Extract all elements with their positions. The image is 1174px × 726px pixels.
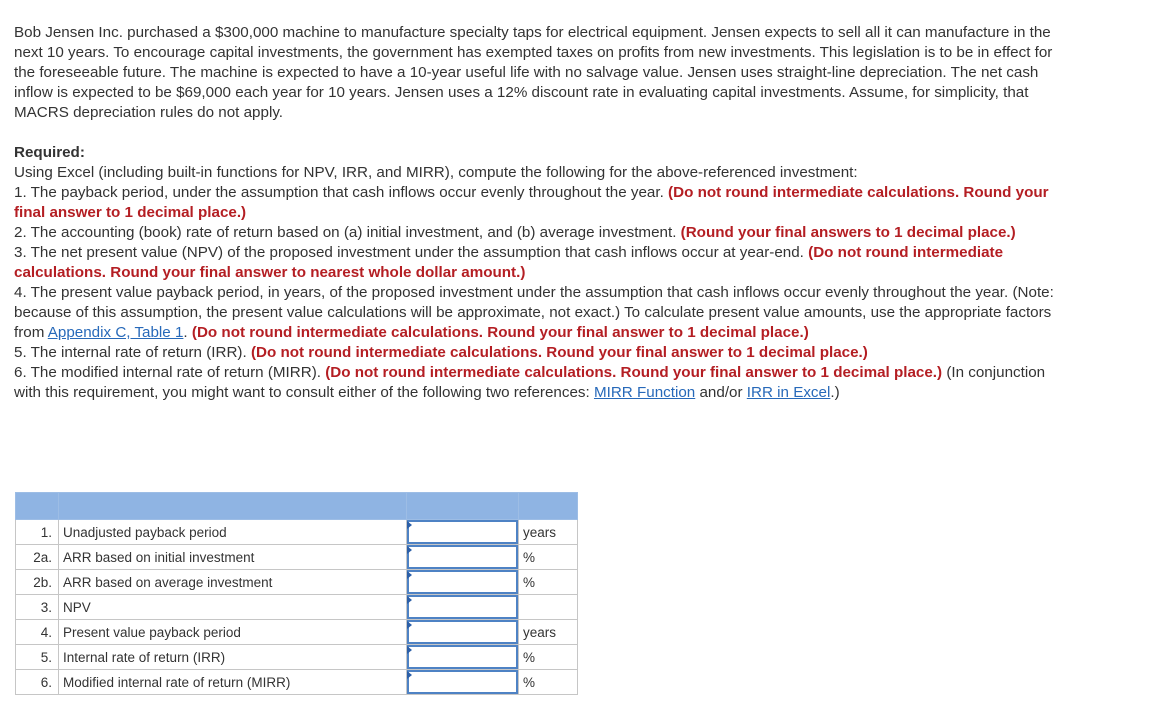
appendix-c-table-1-link[interactable]: Appendix C, Table 1 <box>47 324 184 341</box>
requirement-4-note: (Do not round intermediate calculations. Round your final answer to 1 decimal place.) <box>191 324 809 341</box>
row-unit: % <box>519 645 578 670</box>
row-unit: % <box>519 670 578 695</box>
requirement-2-text: 2. The accounting (book) rate of return based on (a) initial investment, and (b) average investment. <box>14 224 677 241</box>
answer-row-2a <box>16 545 578 570</box>
requirement-6-end: .) <box>830 384 840 401</box>
requirement-4-text: 4. The present value payback period, in years, of the proposed investment under the assumption that cash inflows occur evenly throughout the year. (Note: because of this assumption, the present value calculations will be approximate, not exact.) To calculate present value amounts, use the appropriate factors from <box>14 284 1054 341</box>
required-lead: Using Excel (including built-in functions for NPV, IRR, and MIRR), compute the following for the above-referenced investment: <box>14 164 858 181</box>
requirement-5-note: (Do not round intermediate calculations. Round your final answer to 1 decimal place.) <box>250 344 868 361</box>
input-marker-icon <box>407 521 412 529</box>
irr-input[interactable] <box>407 645 518 669</box>
answer-row-3 <box>16 595 578 620</box>
row-label: ARR based on average investment <box>59 570 407 595</box>
requirement-2-note: (Round your final answers to 1 decimal place.) <box>680 224 1016 241</box>
requirement-1 <box>14 183 1070 223</box>
requirement-6-and: and/or <box>699 384 743 401</box>
row-number: 1. <box>16 520 59 545</box>
problem-statement <box>14 23 1070 403</box>
row-number: 2a. <box>16 545 59 570</box>
row-number: 2b. <box>16 570 59 595</box>
input-marker-icon <box>407 546 412 554</box>
requirement-3-text: 3. The net present value (NPV) of the proposed investment under the assumption that cash inflows occur at year-end. <box>14 244 804 261</box>
unadjusted-payback-input[interactable] <box>407 520 518 544</box>
input-marker-icon <box>407 671 412 679</box>
row-number: 6. <box>16 670 59 695</box>
row-label: NPV <box>59 595 407 620</box>
answer-row-4 <box>16 620 578 645</box>
requirement-3-note: (Do not round intermediate calculations. Round your final answer to nearest whole dollar amount.) <box>14 244 1004 281</box>
requirement-6-note: (Do not round intermediate calculations. Round your final answer to 1 decimal place.) <box>325 364 943 381</box>
row-number: 3. <box>16 595 59 620</box>
requirement-4: 4. The present value payback period, in years, of the proposed investment under the assumption that cash inflows occur evenly throughout the year. (Note: because of this assumption, the present value calculations will be approximate, not exact.) To calculate present value amounts, use the appropriate factors from Appendix C, Table 1. (Do not round intermediate calculations. Round your final answer to 1 decimal place.) <box>14 284 1054 341</box>
answer-row-2b <box>16 570 578 595</box>
input-marker-icon <box>407 571 412 579</box>
irr-in-excel-link[interactable]: IRR in Excel <box>746 384 831 401</box>
row-label: ARR based on initial investment <box>59 545 407 570</box>
pv-payback-input[interactable] <box>407 620 518 644</box>
row-unit: years <box>519 620 578 645</box>
row-unit: % <box>519 570 578 595</box>
input-marker-icon <box>407 646 412 654</box>
requirement-1-note: (Do not round intermediate calculations. Round your final answer to 1 decimal place.) <box>14 184 1049 221</box>
row-unit: years <box>519 520 578 545</box>
required-title: Required: <box>14 144 85 161</box>
answer-row-6 <box>16 670 578 695</box>
mirr-input[interactable] <box>407 670 518 694</box>
requirement-2 <box>14 223 1070 243</box>
answer-table <box>15 492 578 695</box>
row-number: 5. <box>16 645 59 670</box>
row-label: Unadjusted payback period <box>59 520 407 545</box>
requirement-1-text: 1. The payback period, under the assumption that cash inflows occur evenly throughout the year. <box>14 184 664 201</box>
row-label: Internal rate of return (IRR) <box>59 645 407 670</box>
requirement-6-text: 6. The modified internal rate of return (MIRR). <box>14 364 321 381</box>
requirement-3 <box>14 243 1070 283</box>
input-marker-icon <box>407 621 412 629</box>
arr-average-input[interactable] <box>407 570 518 594</box>
row-unit: % <box>519 545 578 570</box>
answer-row-1 <box>16 520 578 545</box>
requirement-5-text: 5. The internal rate of return (IRR). <box>14 344 247 361</box>
problem-intro: Bob Jensen Inc. purchased a $300,000 machine to manufacture specialty taps for electrical equipment. Jensen expects to sell all it can manufacture in the next 10 years. To encourage capital investments, the government has exempted taxes on profits from new investments. This legislation is to be in effect for the foreseeable future. The machine is expected to have a 10-year useful life with no salvage value. Jensen uses straight-line depreciation. The net cash inflow is expected to be $69,000 each year for 10 years. Jensen uses a 12% discount rate in evaluating capital investments. Assume, for simplicity, that MACRS depreciation rules do not apply. <box>14 24 1053 121</box>
row-label: Present value payback period <box>59 620 407 645</box>
requirement-5 <box>14 343 1070 363</box>
arr-initial-input[interactable] <box>407 545 518 569</box>
mirr-function-link[interactable]: MIRR Function <box>593 384 696 401</box>
row-label: Modified internal rate of return (MIRR) <box>59 670 407 695</box>
input-marker-icon <box>407 596 412 604</box>
requirement-6 <box>14 363 1070 403</box>
answer-row-5 <box>16 645 578 670</box>
npv-input[interactable] <box>407 595 518 619</box>
row-unit <box>519 595 578 620</box>
answer-table-header <box>16 493 578 520</box>
row-number: 4. <box>16 620 59 645</box>
requirement-6-ref: (In conjunction with this requirement, you might want to consult either of the following two references: <box>14 364 1046 401</box>
